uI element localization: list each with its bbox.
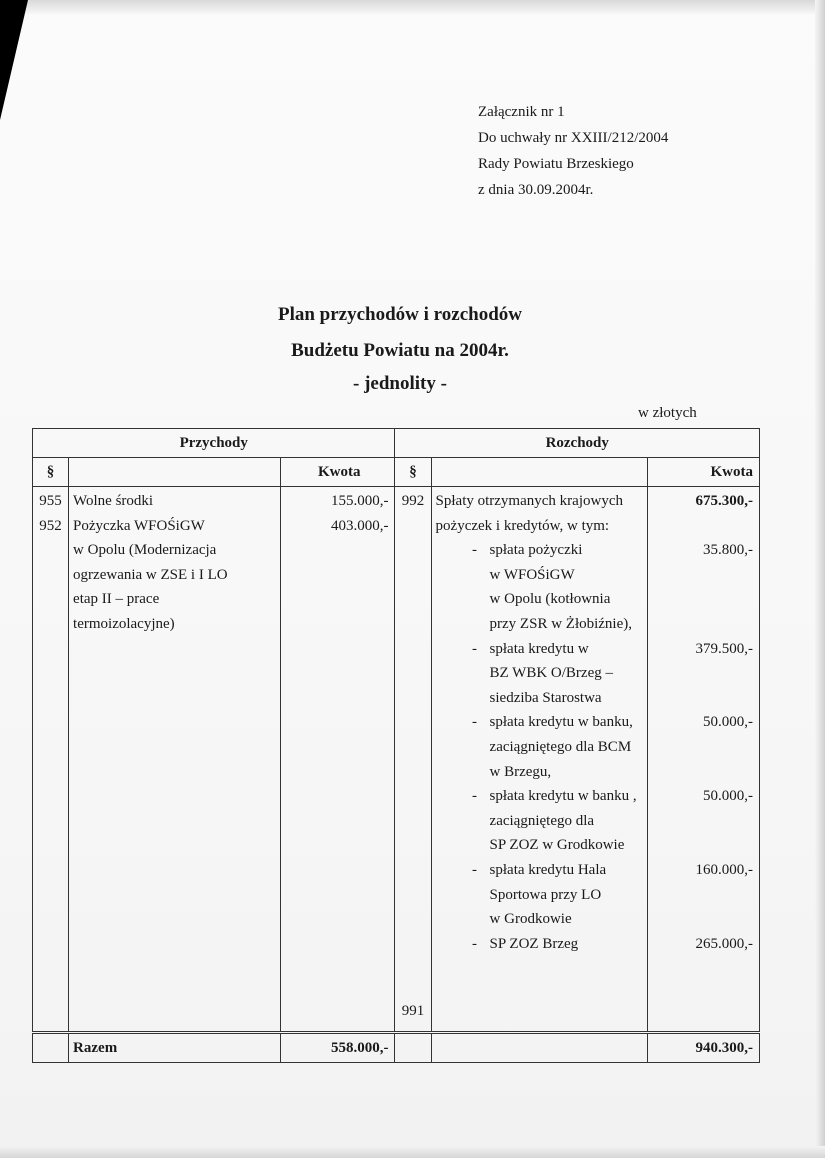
expense-name-cell	[431, 487, 647, 1033]
income-line: etap II – prace	[73, 591, 160, 608]
annex-number: Załącznik nr 1	[478, 104, 565, 120]
expense-item-line: zaciągniętego dla	[489, 812, 595, 829]
expense-item-amount: 379.500,-	[695, 640, 753, 657]
table-group-header	[33, 429, 760, 458]
expense-section: 991	[401, 1003, 425, 1019]
expense-item-line: w Brzegu,	[489, 763, 552, 780]
list-dash: -	[472, 935, 478, 952]
annex-date: z dnia 30.09.2004r.	[478, 182, 594, 198]
expense-item-line: w Opolu (kotłownia	[489, 591, 611, 608]
budget-table	[32, 428, 760, 1063]
expense-item-line: przy ZSR w Żłobiźnie),	[489, 615, 633, 632]
income-line: w Opolu (Modernizacja	[73, 542, 217, 559]
scan-top-shadow	[0, 0, 825, 14]
expense-section-cell	[395, 487, 431, 1033]
table-total-row	[33, 1033, 760, 1063]
currency-unit: w złotych	[638, 405, 697, 421]
expense-item-line: w Grodkowie	[489, 911, 572, 928]
expense-section-header: §	[395, 458, 431, 487]
income-header: Przychody	[33, 429, 395, 458]
annex-header	[478, 99, 668, 203]
list-dash: -	[472, 542, 478, 559]
total-expense-name	[431, 1033, 647, 1063]
list-dash: -	[472, 640, 478, 657]
income-name-header	[69, 458, 281, 487]
total-label: Razem	[69, 1033, 281, 1063]
scan-right-edge	[815, 0, 825, 1158]
list-dash: -	[472, 714, 478, 731]
total-income: 558.000,-	[281, 1033, 395, 1063]
expense-section: 992	[401, 493, 425, 509]
table-column-header	[33, 458, 760, 487]
income-line: Wolne środki	[73, 493, 154, 509]
expense-item-amount: 50.000,-	[703, 714, 753, 731]
income-amount: 155.000,-	[330, 493, 389, 509]
expense-name-header	[431, 458, 647, 487]
scan-corner-shadow	[0, 0, 28, 120]
income-section: 955	[39, 493, 62, 509]
expense-item-amount: 160.000,-	[695, 861, 753, 878]
expense-item-line: - spłata pożyczki	[432, 538, 647, 563]
page-subtitle: Budżetu Powiatu na 2004r.	[291, 340, 509, 361]
expense-item-line: - SP ZOZ Brzeg	[432, 932, 647, 957]
expense-item-line: w WFOŚiGW	[489, 566, 575, 583]
expense-item-amount: 265.000,-	[695, 935, 753, 952]
expense-header: Rozchody	[395, 429, 760, 458]
income-line: Pożyczka WFOŚiGW	[73, 517, 205, 534]
income-section-cell	[33, 487, 69, 1033]
list-dash: -	[472, 788, 478, 805]
expense-item-amount: 35.800,-	[703, 542, 753, 559]
income-section: 952	[39, 517, 62, 534]
income-amount: 403.000,-	[330, 517, 389, 534]
income-section-header: §	[33, 458, 69, 487]
table-body-row	[33, 487, 760, 1033]
expense-amount-header: Kwota	[647, 458, 759, 487]
expense-amount-cell	[647, 487, 759, 1033]
expense-heading-amount: 675.300,-	[695, 493, 753, 509]
expense-item-line: - spłata kredytu w	[432, 637, 647, 662]
consolidated-note: - jednolity -	[353, 373, 447, 394]
expense-item-amount: 50.000,-	[703, 788, 753, 805]
total-income-section	[33, 1033, 69, 1063]
expense-heading: pożyczek i kredytów, w tym:	[435, 517, 610, 534]
list-dash: -	[472, 861, 478, 878]
income-amount-header: Kwota	[281, 458, 395, 487]
expense-item-line: BZ WBK O/Brzeg –	[489, 665, 613, 682]
page-title: Plan przychodów i rozchodów	[277, 304, 522, 325]
expense-item-line: SP ZOZ w Grodkowie	[489, 837, 625, 854]
scan-bottom-edge	[0, 1146, 825, 1158]
total-expense-section	[395, 1033, 431, 1063]
income-amount-cell	[281, 487, 395, 1033]
expense-heading: Spłaty otrzymanych krajowych	[435, 493, 623, 509]
income-line: termoizolacyjne)	[73, 615, 175, 632]
expense-item-line: siedziba Starostwa	[489, 689, 602, 706]
expense-item-line: - spłata kredytu Hala	[432, 858, 647, 883]
income-line: ogrzewania w ZSE i I LO	[73, 566, 228, 583]
total-expense: 940.300,-	[647, 1033, 759, 1063]
income-name-cell	[69, 487, 281, 1033]
expense-item-line: zaciągniętego dla BCM	[489, 738, 632, 755]
expense-item-line: Sportowa przy LO	[489, 886, 602, 903]
expense-item-line: - spłata kredytu w banku ,	[432, 784, 647, 809]
annex-resolution: Do uchwały nr XXIII/212/2004	[478, 130, 669, 146]
expense-item-line: - spłata kredytu w banku,	[432, 710, 647, 735]
annex-council: Rady Powiatu Brzeskiego	[478, 156, 634, 172]
